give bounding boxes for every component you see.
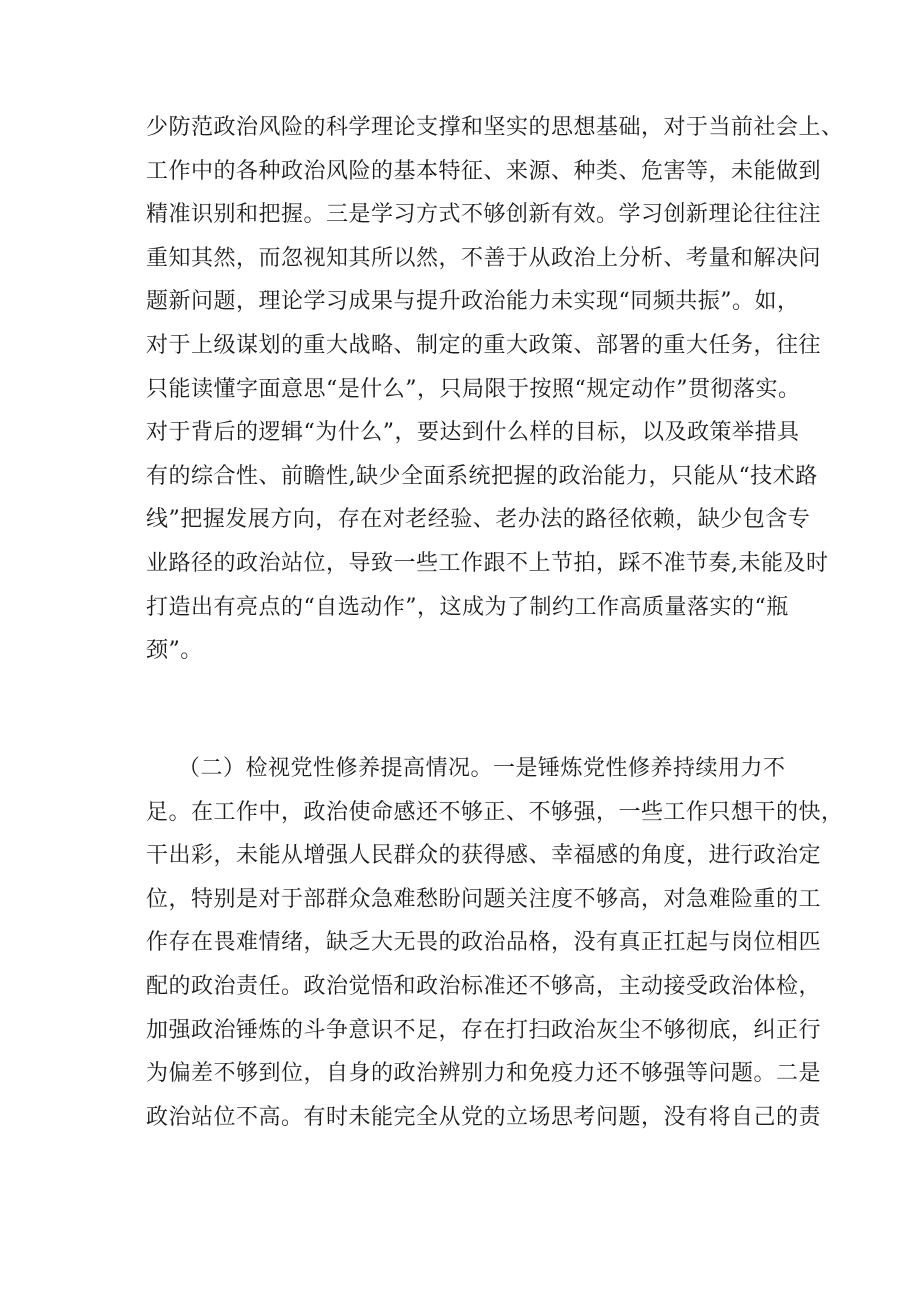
- paragraph-line: 只能读懂字面意思“是什么”，只局限于按照“规定动作”贯彻落实。: [146, 376, 801, 402]
- paragraph-line: 为偏差不够到位，自身的政治辨别力和免疫力还不够强等问题。二是: [146, 1061, 822, 1087]
- paragraph-line: 打造出有亮点的“自选动作”，这成为了制约工作高质量落实的“瓶: [146, 594, 789, 620]
- paragraph-line: 足。在工作中，政治使命感还不够正、不够强，一些工作只想干的快，: [146, 799, 844, 825]
- paragraph-line: 有的综合性、前瞻性,缺少全面系统把握的政治能力，只能从“技术路: [146, 463, 818, 489]
- paragraph-line: 少防范政治风险的科学理论支撑和坚实的思想基础，对于当前社会上、: [146, 115, 844, 140]
- paragraph-line: 干出彩，未能从增强人民群众的获得感、幸福感的角度，进行政治定: [146, 843, 822, 869]
- paragraph-line: 线”把握发展方向，存在对老经验、老办法的路径依赖，缺少包含专: [146, 507, 811, 533]
- paragraph-line: 加强政治锤炼的斗争意识不足，存在打扫政治灰尘不够彻底，纠正行: [146, 1017, 822, 1043]
- paragraph-line: 对于背后的逻辑“为什么”，要达到什么样的目标，以及政策举措具: [146, 420, 800, 446]
- paragraph-line: 对于上级谋划的重大战略、制定的重大政策、部署的重大任务，往往: [146, 333, 822, 358]
- paragraph-line: 题新问题，理论学习成果与提升政治能力未实现“同频共振”。如，: [146, 289, 800, 315]
- paragraph-line: 精准识别和把握。三是学习方式不够创新有效。学习创新理论往往注: [146, 202, 822, 228]
- paragraph-line: 配的政治责任。政治觉悟和政治标准还不够高，主动接受政治体检，: [146, 974, 822, 999]
- paragraph-line: 位，特别是对于部群众急难愁盼问题关注度不够高，对急难险重的工: [146, 886, 822, 912]
- paragraph-line: 颈”。: [146, 638, 203, 664]
- paragraph-line: 作存在畏难情绪，缺乏大无畏的政治品格，没有真正扛起与岗位相匹: [146, 930, 822, 956]
- paragraph-line: 政治站位不高。有时未能完全从党的立场思考问题，没有将自己的责: [146, 1104, 822, 1130]
- paragraph-line: 业路径的政治站位，导致一些工作跟不上节拍，踩不准节奏,未能及时: [146, 551, 829, 576]
- paragraph-line: 工作中的各种政治风险的基本特征、来源、种类、危害等，未能做到: [146, 158, 822, 184]
- paragraph-line: （二）检视党性修养提高情况。一是锤炼党性修养持续用力不: [178, 756, 786, 781]
- paragraph-line: 重知其然，而忽视知其所以然，不善于从政治上分析、考量和解决问: [146, 245, 822, 271]
